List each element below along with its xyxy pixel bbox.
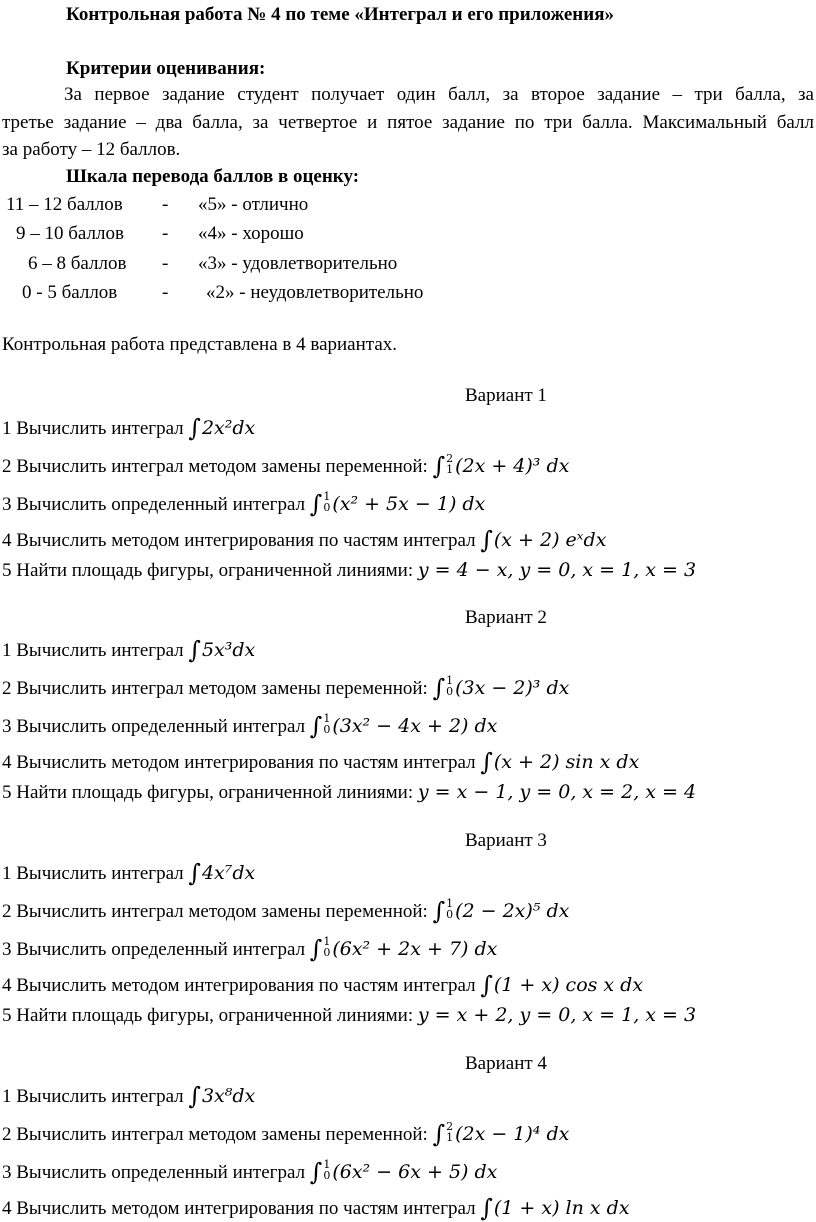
formula-expression: 4x⁷dx (201, 862, 256, 884)
task-item (2, 453, 569, 478)
criteria-line-2: третье задание – два балла, за четвертое и пятое задание по три балла. Максимальный балл (2, 112, 814, 133)
criteria-line-1: За первое задание студент получает один балл, за второе задание – три балла, за (64, 84, 814, 105)
task-item (2, 1159, 497, 1184)
formula (309, 935, 498, 963)
variant-title: Вариант 2 (465, 607, 547, 628)
formula-expression: y = x − 1, y = 0, x = 2, x = 4 (417, 781, 697, 803)
integral-sign-icon: ∫ (188, 636, 201, 664)
formula (432, 1120, 570, 1148)
formula (418, 559, 696, 581)
formula-expression: 3x⁸dx (201, 1085, 256, 1107)
task-item (2, 559, 696, 582)
integral-sign-icon: ∫ (188, 1082, 201, 1110)
upper-limit: 1 (446, 674, 454, 687)
scale-grade: «5» - отлично (198, 194, 309, 215)
task-item (2, 860, 255, 885)
task-item (2, 491, 485, 516)
formula (188, 414, 256, 442)
lower-limit: 0 (323, 946, 331, 959)
formula (188, 859, 256, 887)
integral-sign-icon: ∫ (480, 1194, 493, 1222)
formula-expression: y = x + 2, y = 0, x = 1, x = 3 (417, 1004, 697, 1026)
formula-expression: (1 + x) ln x dx (493, 1197, 630, 1219)
task-text: 3 Вычислить определенный интеграл (2, 716, 306, 737)
task-item (2, 713, 497, 738)
formula-expression: y = 4 − x, y = 0, x = 1, x = 3 (417, 559, 697, 581)
formula (432, 674, 570, 702)
task-text: 2 Вычислить интеграл методом замены переменной: (2, 456, 428, 477)
scale-dash: - (162, 194, 169, 215)
formula (188, 636, 256, 664)
task-text: 4 Вычислить методом интегрирования по частям интеграл (2, 752, 476, 773)
lower-limit: 0 (446, 908, 454, 921)
task-item (2, 415, 255, 440)
task-item (2, 1121, 569, 1146)
integral-limits (446, 898, 453, 920)
scale-grade: «3» - удовлетворительно (198, 253, 398, 274)
task-text: 3 Вычислить определенный интеграл (2, 939, 306, 960)
formula (480, 748, 640, 776)
integral-sign-icon: ∫ (309, 712, 323, 740)
criteria-line-3: за работу – 12 баллов. (2, 139, 181, 160)
task-text: 4 Вычислить методом интегрирования по частям интеграл (2, 975, 476, 996)
formula (432, 452, 570, 480)
task-text: 5 Найти площадь фигуры, ограниченной линиями: (2, 782, 414, 803)
integral-sign-icon: ∫ (432, 1120, 446, 1148)
formula-expression: (3x − 2)³ dx (455, 677, 570, 699)
task-text: 4 Вычислить методом интегрирования по частям интеграл (2, 1198, 476, 1219)
lower-limit: 0 (323, 723, 331, 736)
variant-title: Вариант 1 (465, 385, 547, 406)
integral-sign-icon: ∫ (432, 897, 446, 925)
formula (480, 1194, 630, 1222)
integral-limits (323, 713, 330, 735)
formula (418, 781, 696, 803)
task-item (2, 1195, 630, 1220)
formula-expression: (x + 2) eˣdx (493, 529, 607, 551)
integral-limits (323, 1159, 330, 1181)
lower-limit: 0 (446, 685, 454, 698)
integral-limits (446, 453, 453, 475)
integral-limits (323, 491, 330, 513)
upper-limit: 1 (323, 935, 331, 948)
upper-limit: 2 (446, 1120, 454, 1133)
intro-text: Контрольная работа представлена в 4 вариантах. (2, 334, 398, 355)
integral-sign-icon: ∫ (309, 935, 323, 963)
integral-sign-icon: ∫ (480, 526, 493, 554)
formula-expression: 5x³dx (201, 639, 256, 661)
formula (432, 897, 570, 925)
formula-expression: (2x + 4)³ dx (455, 455, 570, 477)
integral-sign-icon: ∫ (432, 674, 446, 702)
task-text: 4 Вычислить методом интегрирования по частям интеграл (2, 530, 476, 551)
task-text: 1 Вычислить интеграл (2, 418, 184, 439)
task-text: 2 Вычислить интеграл методом замены переменной: (2, 1124, 428, 1145)
scale-range: 11 – 12 баллов (6, 194, 123, 215)
task-text: 1 Вычислить интеграл (2, 1086, 184, 1107)
upper-limit: 1 (323, 490, 331, 503)
formula-expression: (6x² − 6x + 5) dx (332, 1161, 498, 1183)
integral-sign-icon: ∫ (309, 1158, 323, 1186)
task-item (2, 637, 255, 662)
formula (418, 1004, 696, 1026)
integral-limits (446, 675, 453, 697)
task-item (2, 781, 696, 804)
formula (309, 1158, 498, 1186)
scale-range: 0 - 5 баллов (22, 282, 118, 303)
lower-limit: 0 (323, 501, 331, 514)
scale-dash: - (162, 253, 169, 274)
variant-title: Вариант 4 (465, 1053, 547, 1074)
variant-title: Вариант 3 (465, 830, 547, 851)
task-text: 2 Вычислить интеграл методом замены переменной: (2, 678, 428, 699)
integral-sign-icon: ∫ (480, 971, 493, 999)
scale-dash: - (162, 282, 169, 303)
formula-expression: (3x² − 4x + 2) dx (332, 715, 498, 737)
scale-grade: «4» - хорошо (198, 223, 304, 244)
integral-sign-icon: ∫ (309, 490, 323, 518)
task-item (2, 675, 569, 700)
task-item (2, 527, 606, 552)
task-text: 1 Вычислить интеграл (2, 640, 184, 661)
criteria-heading: Критерии оценивания: (66, 58, 266, 79)
task-item (2, 1083, 255, 1108)
task-text: 5 Найти площадь фигуры, ограниченной линиями: (2, 560, 414, 581)
scale-grade: «2» - неудовлетворительно (206, 282, 424, 303)
lower-limit: 1 (446, 1131, 454, 1144)
task-item (2, 1004, 696, 1027)
upper-limit: 1 (323, 1158, 331, 1171)
formula-expression: (2x − 1)⁴ dx (455, 1123, 570, 1145)
scale-dash: - (162, 223, 169, 244)
upper-limit: 1 (323, 712, 331, 725)
formula (309, 490, 486, 518)
scale-range: 6 – 8 баллов (28, 253, 127, 274)
lower-limit: 1 (446, 463, 454, 476)
task-text: 1 Вычислить интеграл (2, 863, 184, 884)
task-item (2, 936, 497, 961)
formula-expression: (6x² + 2x + 7) dx (332, 938, 498, 960)
task-text: 2 Вычислить интеграл методом замены переменной: (2, 901, 428, 922)
integral-sign-icon: ∫ (432, 452, 446, 480)
formula-expression: 2x²dx (201, 417, 256, 439)
formula (480, 971, 644, 999)
upper-limit: 1 (446, 897, 454, 910)
integral-sign-icon: ∫ (188, 859, 201, 887)
formula (188, 1082, 256, 1110)
integral-sign-icon: ∫ (188, 414, 201, 442)
upper-limit: 2 (446, 452, 454, 465)
formula-expression: (x + 2) sin x dx (493, 751, 640, 773)
lower-limit: 0 (323, 1169, 331, 1182)
task-text: 3 Вычислить определенный интеграл (2, 494, 306, 515)
formula-expression: (2 − 2x)⁵ dx (455, 900, 570, 922)
document-title: Контрольная работа № 4 по теме «Интеграл и его приложения» (66, 4, 614, 25)
scale-range: 9 – 10 баллов (16, 223, 124, 244)
task-text: 5 Найти площадь фигуры, ограниченной линиями: (2, 1005, 414, 1026)
formula-expression: (x² + 5x − 1) dx (332, 493, 486, 515)
integral-sign-icon: ∫ (480, 748, 493, 776)
integral-limits (446, 1121, 453, 1143)
task-item (2, 972, 643, 997)
task-text: 3 Вычислить определенный интеграл (2, 1162, 306, 1183)
task-item (2, 898, 569, 923)
integral-limits (323, 936, 330, 958)
formula (480, 526, 607, 554)
formula (309, 712, 498, 740)
task-item (2, 749, 639, 774)
scale-heading: Шкала перевода баллов в оценку: (66, 166, 360, 187)
formula-expression: (1 + x) cos x dx (493, 974, 644, 996)
